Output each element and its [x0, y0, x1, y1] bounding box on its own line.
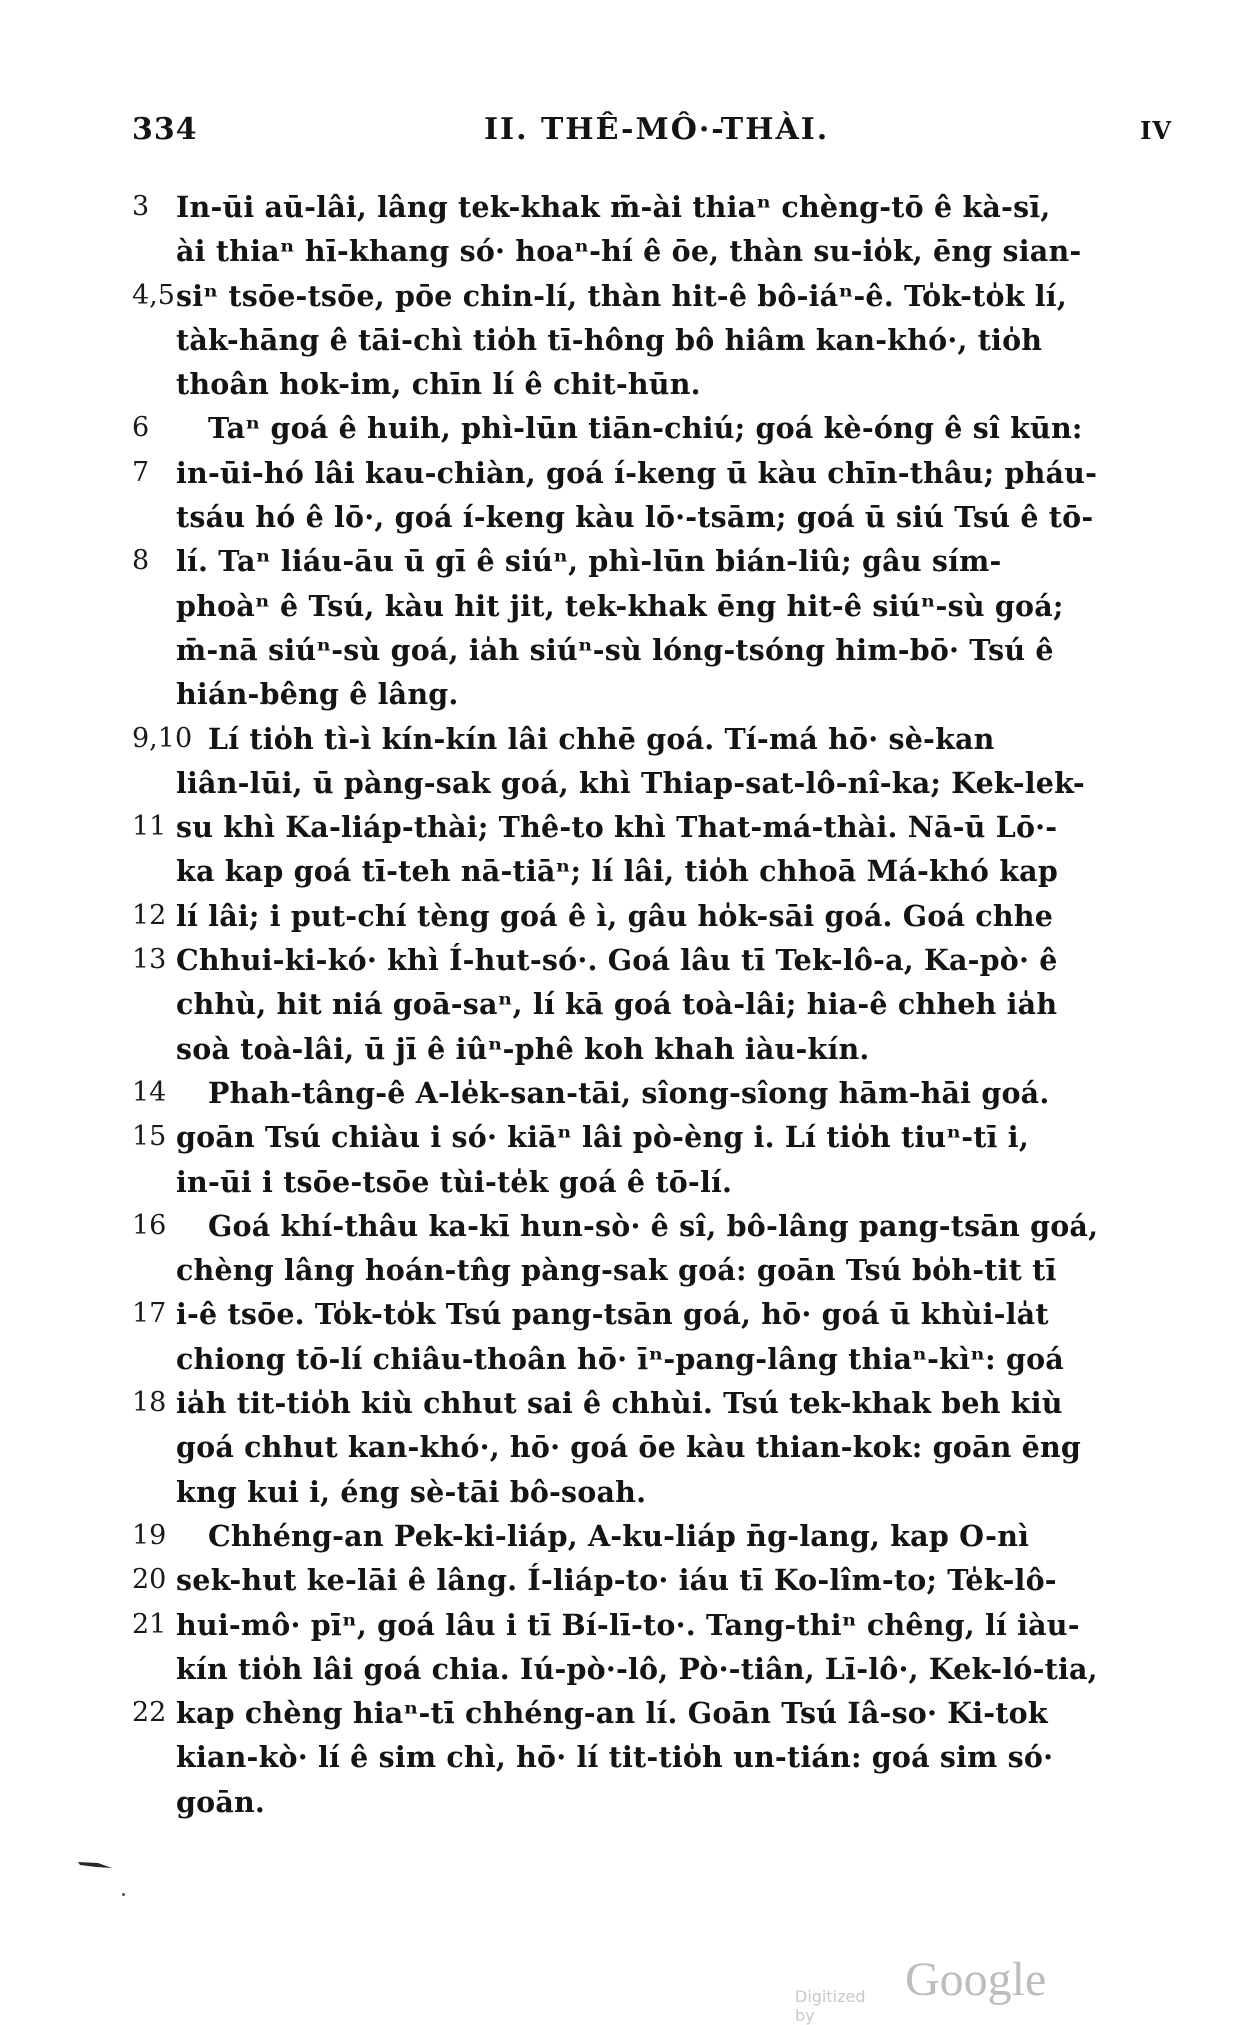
line-text: Phah-tâng-ê A-le̍k-san-tāi, sîong-sîong hām-hāi goá. [208, 1075, 1050, 1110]
verse-number: 13 [132, 944, 167, 976]
text-line [0, 1027, 1249, 1071]
verse-number: 11 [132, 811, 167, 843]
page-number: 334 [132, 112, 198, 147]
line-text: lí. Taⁿ liáu-āu ū gī ê siúⁿ, phì-lūn bián-liû; gâu sím- [176, 544, 1002, 579]
verse-number: 3 [132, 191, 150, 222]
line-text: kng kui i, éng sè-tāi bô-soah. [176, 1474, 647, 1509]
line-text: goān. [176, 1784, 266, 1819]
verse-number: 4,5 [132, 279, 175, 311]
text-line [0, 1071, 1249, 1115]
line-text: hián-bêng ê lâng. [176, 677, 459, 712]
line-text: chèng lâng hoán-tn̂g pàng-sak goá: goān Tsú bo̍h-tit tī [176, 1253, 1057, 1288]
line-text: i-ê tsōe. To̍k-to̍k Tsú pang-tsān goá, hō· goá ū khùi-la̍t [176, 1297, 1049, 1332]
line-text: goá chhut kan-khó·, hō· goá ōe kàu thian-kok: goān ēng [176, 1430, 1082, 1465]
line-text: m̄-nā siúⁿ-sù goá, ia̍h siúⁿ-sù lóng-tsóng him-bō· Tsú ê [176, 632, 1054, 667]
text-line [0, 1425, 1249, 1469]
line-text: sek-hut ke-lāi ê lâng. Í-liáp-to· iáu tī Ko-lîm-to; Te̍k-lô- [176, 1563, 1057, 1598]
text-line [0, 495, 1249, 539]
text-line [0, 1292, 1249, 1336]
text-line [0, 982, 1249, 1026]
line-text: kian-kò· lí ê sim chì, hō· lí tit-tio̍h un-tián: goá sim só· [176, 1740, 1054, 1775]
text-line [0, 1248, 1249, 1292]
verse-number: 12 [132, 899, 167, 931]
scan-artifact-mark [78, 1860, 112, 1870]
text-line [0, 362, 1249, 406]
verse-number: 17 [132, 1298, 167, 1330]
line-text: phoàⁿ ê Tsú, kàu hit jit, tek-khak ēng hit-ê siúⁿ-sù goá; [176, 588, 1064, 623]
text-line [0, 1381, 1249, 1425]
verse-number: 19 [132, 1519, 167, 1551]
text-line [0, 539, 1249, 583]
text-line [0, 894, 1249, 938]
line-text: in-ūi i tsōe-tsōe tùi-te̍k goá ê tō-lí. [176, 1164, 733, 1199]
line-text: chiong tō-lí chiâu-thoân hō· īⁿ-pang-lâng thiaⁿ-kìⁿ: goá [176, 1341, 1064, 1376]
text-line [0, 1780, 1249, 1824]
line-text: thoân hok-im, chīn lí ê chit-hūn. [176, 367, 701, 402]
text-line [0, 938, 1249, 982]
text-line [0, 1735, 1249, 1779]
line-text: hui-mô· pīⁿ, goá lâu i tī Bí-lī-to·. Tang-thiⁿ chêng, lí iàu- [176, 1607, 1080, 1642]
line-text: soà toà-lâi, ū jī ê iûⁿ-phê koh khah iàu-kín. [176, 1031, 870, 1066]
running-title: II. THÊ-MÔ·-THÀI. [484, 112, 830, 147]
line-text: su khì Ka-liáp-thài; Thê-to khì That-má-thài. Nā-ū Lō·- [176, 810, 1058, 845]
scan-artifact-dot [122, 1893, 125, 1896]
text-line [0, 406, 1249, 450]
text-line [0, 185, 1249, 229]
verse-number: 15 [132, 1121, 167, 1153]
text-line [0, 717, 1249, 761]
page-header [132, 112, 1192, 152]
text-line [0, 584, 1249, 628]
text-line [0, 1160, 1249, 1204]
line-text: tsáu hó ê lō·, goá í-keng kàu lō·-tsām; goá ū siú Tsú ê tō- [176, 500, 1094, 535]
line-text: Taⁿ goá ê huih, phì-lūn tiān-chiú; goá kè-óng ê sî kūn: [208, 411, 1083, 446]
verse-number: 6 [132, 412, 150, 444]
text-line [0, 1337, 1249, 1381]
verse-number: 14 [132, 1076, 167, 1108]
line-text: in-ūi-hó lâi kau-chiàn, goá í-keng ū kàu chīn-thâu; pháu- [176, 455, 1098, 490]
line-text: goān Tsú chiàu i só· kiāⁿ lâi pò-èng i. Lí tio̍h tiuⁿ-tī i, [176, 1120, 1029, 1155]
text-line [0, 761, 1249, 805]
line-text: Chhui-ki-kó· khì Í-hut-só·. Goá lâu tī Tek-lô-a, Ka-pò· ê [176, 943, 1058, 978]
text-line [0, 628, 1249, 672]
verse-number: 18 [132, 1387, 167, 1419]
line-text: tàk-hāng ê tāi-chì tio̍h tī-hông bô hiâm kan-khó·, tio̍h [176, 322, 1043, 357]
line-text: siⁿ tsōe-tsōe, pōe chin-lí, thàn hit-ê bô-iáⁿ-ê. To̍k-to̍k lí, [176, 278, 1067, 313]
text-line [0, 1470, 1249, 1514]
text-line [0, 672, 1249, 716]
line-text: ài thiaⁿ hī-khang só· hoaⁿ-hí ê ōe, thàn su-io̍k, ēng sian- [176, 234, 1082, 269]
text-line [0, 1115, 1249, 1159]
text-line [0, 318, 1249, 362]
text-line [0, 229, 1249, 273]
text-line [0, 1514, 1249, 1558]
verse-number: 22 [132, 1697, 167, 1729]
line-text: kap chèng hiaⁿ-tī chhéng-an lí. Goān Tsú Iâ-so· Ki-tok [176, 1696, 1048, 1731]
line-text: In-ūi aū-lâi, lâng tek-khak m̄-ài thiaⁿ chèng-tō ê kà-sī, [176, 190, 1051, 224]
line-text: Goá khí-thâu ka-kī hun-sò· ê sî, bô-lâng pang-tsān goá, [208, 1208, 1099, 1243]
watermark-prefix: Digitized by [795, 1987, 866, 2025]
text-line [0, 849, 1249, 893]
verse-number: 8 [132, 545, 150, 577]
chapter-number: IV [1140, 116, 1172, 145]
verse-number: 7 [132, 456, 150, 488]
text-line [0, 1558, 1249, 1602]
text-line [0, 451, 1249, 495]
verse-number: 20 [132, 1564, 167, 1596]
verse-number: 9,10 [132, 722, 193, 754]
line-text: Chhéng-an Pek-ki-liáp, A-ku-liáp n̄g-lang, kap O-nì [208, 1518, 1030, 1553]
text-line [0, 1603, 1249, 1647]
line-text: ia̍h tit-tio̍h kiù chhut sai ê chhùi. Tsú tek-khak beh kiù [176, 1386, 1063, 1421]
line-text: kín tio̍h lâi goá chia. Iú-pò·-lô, Pò·-tiân, Lī-lô·, Kek-ló-tia, [176, 1651, 1098, 1686]
watermark-logo: Google [905, 1953, 1047, 2006]
line-text: lí lâi; i put-chí tèng goá ê ì, gâu ho̍k-sāi goá. Goá chhe [176, 898, 1054, 933]
text-line [0, 1691, 1249, 1735]
text-line [0, 1647, 1249, 1691]
text-line [0, 274, 1249, 318]
line-text: chhù, hit niá goā-saⁿ, lí kā goá toà-lâi; hia-ê chheh ia̍h [176, 987, 1058, 1022]
line-text: ka kap goá tī-teh nā-tiāⁿ; lí lâi, tio̍h chhoā Má-khó kap [176, 854, 1058, 889]
verse-number: 21 [132, 1608, 167, 1640]
text-line [0, 1204, 1249, 1248]
line-text: Lí tio̍h tì-ì kín-kín lâi chhē goá. Tí-má hō· sè-kan [208, 721, 995, 756]
verse-number: 16 [132, 1209, 167, 1241]
line-text: liân-lūi, ū pàng-sak goá, khì Thiap-sat-lô-nî-ka; Kek-lek- [176, 765, 1085, 800]
text-line [0, 805, 1249, 849]
text-body [0, 185, 1249, 1824]
